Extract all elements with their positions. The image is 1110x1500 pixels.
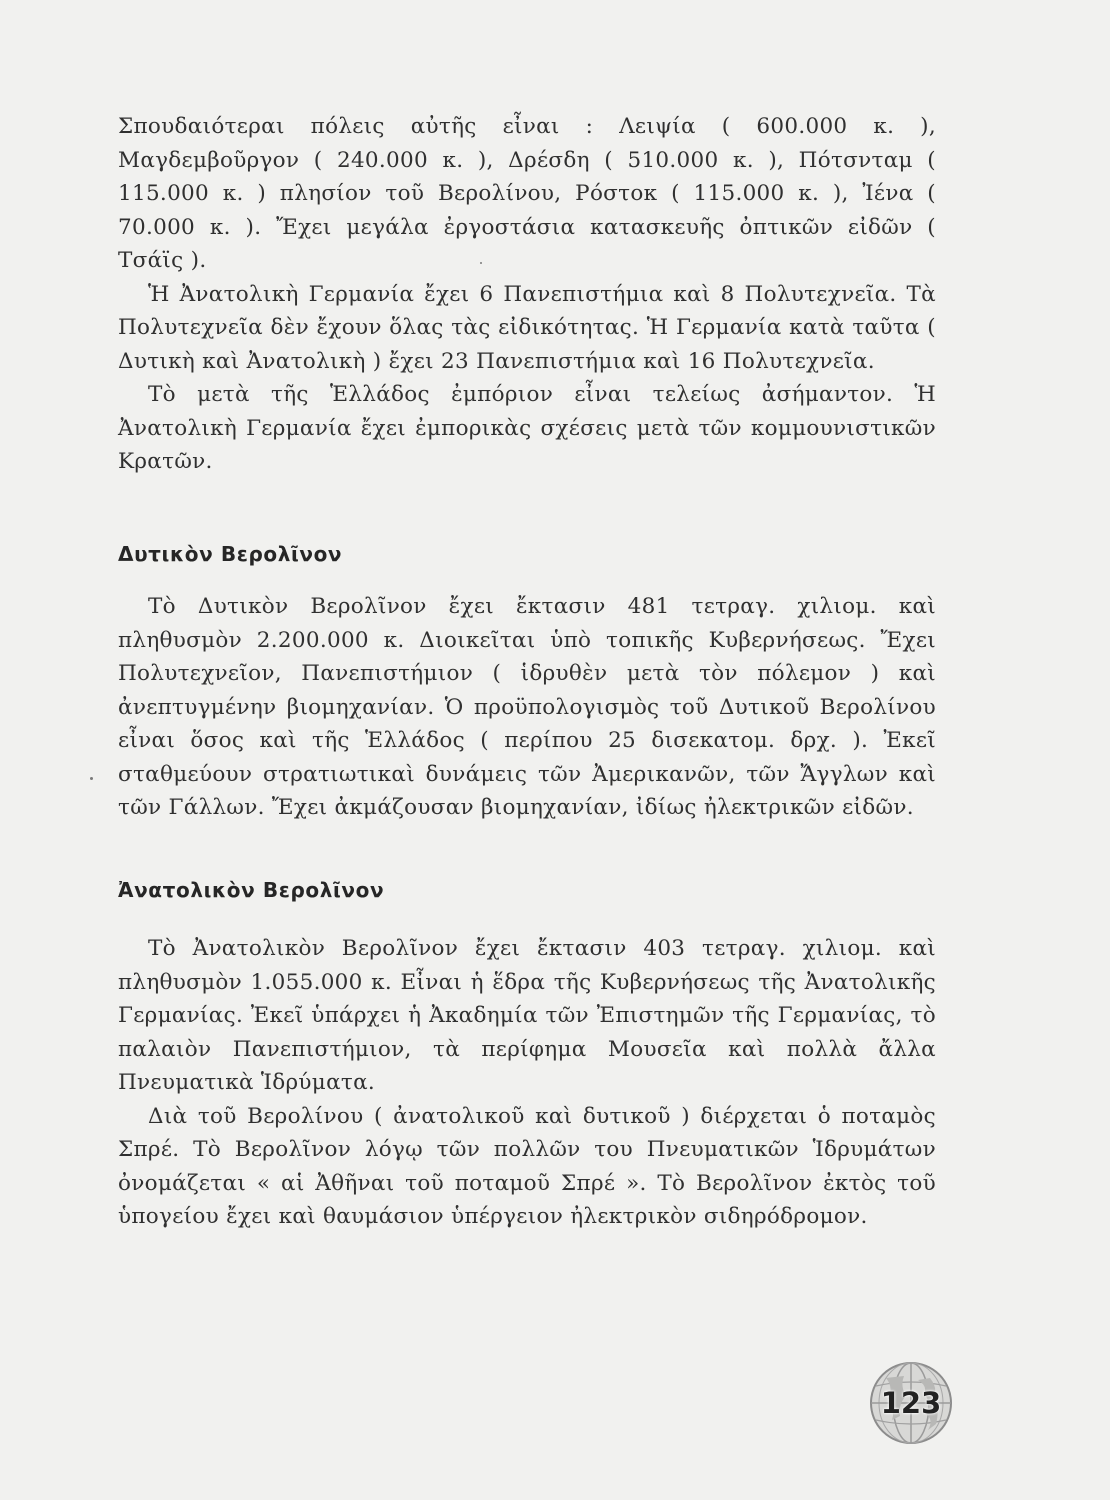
page-number: 123 xyxy=(880,1386,942,1420)
paper-speck xyxy=(90,777,93,780)
west-berlin-section xyxy=(118,590,936,825)
page-number-badge xyxy=(866,1358,956,1448)
paragraph-west-berlin: Τὸ Δυτικὸν Βερολῖνον ἔχει ἔκτασιν 481 τετραγ. χιλιομ. καὶ πληθυσμὸν 2.200.000 κ. Διοικεῖται ὑπὸ τοπικῆς Κυβερνήσεως. Ἔχει Πολυτεχνεῖον, Πανεπιστήμιον ( ἱδρυθὲν μετὰ τὸν πόλεμον ) καὶ ἀνεπτυγμένην βιομηχανίαν. Ὁ προϋπολογισμὸς τοῦ Δυτικοῦ Βερολίνου εἶναι ὅσος καὶ τῆς Ἑλλάδος ( περίπου 25 δισεκατομ. δρχ. ). Ἐκεῖ σταθμεύουν στρατιωτικαὶ δυνάμεις τῶν Ἀμερικανῶν, τῶν Ἄγγλων καὶ τῶν Γάλλων. Ἔχει ἀκμάζουσαν βιομηχανίαν, ἰδίως ἠλεκτρικῶν εἰδῶν. xyxy=(118,594,936,820)
paragraph-east-berlin: Τὸ Ἀνατολικὸν Βερολῖνον ἔχει ἔκτασιν 403 τετραγ. χιλιομ. καὶ πληθυσμὸν 1.055.000 κ. Εἶναι ἡ ἕδρα τῆς Κυβερνήσεως τῆς Ἀνατολικῆς Γερμανίας. Ἐκεῖ ὑπάρχει ἡ Ἀκαδημία τῶν Ἐπιστημῶν τῆς Γερμανίας, τὸ παλαιὸν Πανεπιστήμιον, τὰ περίφημα Μουσεῖα καὶ πολλὰ ἄλλα Πνευματικὰ Ἱδρύματα. xyxy=(118,936,936,1095)
paragraph-cities: Σπουδαιότεραι πόλεις αὐτῆς εἶναι : Λειψία ( 600.000 κ. ), Μαγδεμβοῦργον ( 240.000 κ. ), Δρέσδη ( 510.000 κ. ), Πότσνταμ ( 115.000 κ. ) πλησίον τοῦ Βερολίνου, Ρόστοκ ( 115.000 κ. ), Ἰένα ( 70.000 κ. ). Ἔχει μεγάλα ἐργοστάσια κατασκευῆς ὀπτικῶν εἰδῶν ( Τσάϊς ). xyxy=(118,114,936,273)
paragraph-spree: Διὰ τοῦ Βερολίνου ( ἀνατολικοῦ καὶ δυτικοῦ ) διέρχεται ὁ ποταμὸς Σπρέ. Τὸ Βερολῖνον λόγῳ τῶν πολλῶν του Πνευματικῶν Ἱδρυμάτων ὀνομάζεται « αἱ Ἀθῆναι τοῦ ποταμοῦ Σπρέ ». Τὸ Βερολῖνον ἐκτὸς τοῦ ὑπογείου ἔχει καὶ θαυμάσιον ὑπέργειον ἠλεκτρικὸν σιδηρόδρομον. xyxy=(118,1103,936,1229)
paper-speck xyxy=(480,262,482,264)
east-berlin-section xyxy=(118,932,936,1234)
paragraph-trade: Τὸ μετὰ τῆς Ἑλλάδος ἐμπόριον εἶναι τελείως ἀσήμαντον. Ἡ Ἀνατολικὴ Γερμανία ἔχει ἐμπορικὰς σχέσεις μετὰ τῶν κομμουνιστικῶν Κρατῶν. xyxy=(118,382,936,474)
germany-cities-section xyxy=(118,110,936,479)
heading-west-berlin: Δυτικὸν Βερολῖνον xyxy=(118,542,343,566)
paragraph-universities: Ἡ Ἀνατολικὴ Γερμανία ἔχει 6 Πανεπιστήμια καὶ 8 Πολυτεχνεῖα. Τὰ Πολυτεχνεῖα δὲν ἔχουν ὅλας τὰς εἰδικότητας. Ἡ Γερμανία κατὰ ταῦτα ( Δυτικὴ καὶ Ἀνατολικὴ ) ἔχει 23 Πανεπιστήμια καὶ 16 Πολυτεχνεῖα. xyxy=(118,281,936,374)
heading-east-berlin: Ἀνατολικὸν Βερολῖνον xyxy=(118,878,385,902)
